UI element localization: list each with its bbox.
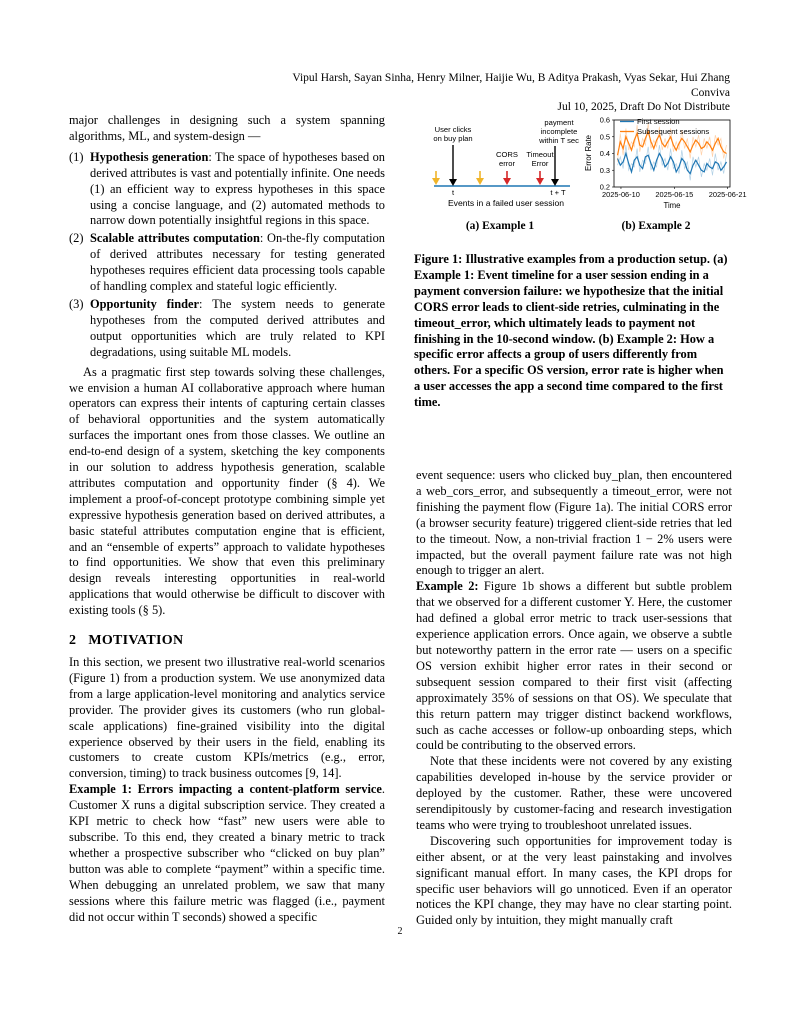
timeline-figure xyxy=(420,115,580,213)
item-title: Hypothesis generation xyxy=(90,149,209,164)
timeline-caption: Events in a failed user session xyxy=(447,198,565,208)
example2-paragraph xyxy=(416,579,732,754)
item-body: : The system needs to generate hypotheses from the computed derived attributes and output opportunities which are truly related to KPI degradations, using suitable ML models. xyxy=(90,296,385,359)
user-clicks-label-1: User clicks xyxy=(434,125,472,134)
challenge-list xyxy=(69,150,385,361)
payment-label-3: within T sec xyxy=(539,136,579,145)
y-tick-label: 0.5 xyxy=(599,132,610,142)
user-clicks-label-2: on buy plan xyxy=(433,134,473,143)
error-rate-chart xyxy=(580,113,747,211)
event-arrow-yellow xyxy=(476,171,484,185)
cors-label-2: error xyxy=(498,159,516,168)
subcaption-b: (b) Example 2 xyxy=(621,220,691,232)
payment-label-1: payment xyxy=(544,118,574,127)
legend-first: First session xyxy=(637,117,680,126)
draft-stamp: Jul 10, 2025, Draft Do Not Distribute xyxy=(557,101,730,113)
timeout-label-2: Error xyxy=(531,159,549,168)
item-body: : The space of hypotheses based on derived attributes is vast and potentially infinite. One needs (1) an efficient way to express hypotheses in this space using a concise language, and (2) automated methods to narrow down potentially insightful regions in this space. xyxy=(90,149,385,228)
discover-paragraph: Discovering such opportunities for improvement today is either absent, or at the very least painstaking and involves significant manual effort. In many cases, the KPI drops for specific user behaviors will go unnoticed. Even if an operator notices the KPI change, they may have no clear starting point. Guided only by intuition, they might manually craft xyxy=(416,833,732,928)
page-number: 2 xyxy=(397,926,403,937)
example2-body: Figure 1b shows a different but subtle problem that we observed for a different customer Y. Here, the customer had defined a global error metric to track user-sessions that experience application errors. Once again, we observe a subtle but noteworthy pattern in the error rate — users on a specific OS version exhibit higher error rates in their second or subsequent session compared to their first visit (affecting approximately 35% of sessions on that OS). We speculate that this return pattern may trigger distinct backend workflows, such as cache accesses or follow-up onboarding steps, which could be contributing to the observed errors. xyxy=(416,579,733,753)
item-number: (2) xyxy=(69,231,84,246)
figure-caption: Figure 1: Illustrative examples from a production setup. (a) Example 1: Event timeline for a user session ending in a payment conversion failure: we hypothesize that the initial CORS error leads to client-side retries, culminating in the timeout_error, which ultimately leads to payment not finishing in the 10-second window. (b) Example 2: How a specific error affects a group of users differently from others. For a specific OS version, error rate is higher when a user accesses the app a second time compared to the first time. xyxy=(414,252,728,410)
cors-label-1: CORS xyxy=(496,150,518,159)
y-tick-label: 0.2 xyxy=(599,182,610,192)
t-label: t xyxy=(451,188,455,197)
x-tick-label: 2025-06-15 xyxy=(655,190,694,199)
payment-label-2: incomplete xyxy=(540,127,578,136)
y-tick-label: 0.4 xyxy=(599,149,610,159)
item-title: Scalable attributes computation xyxy=(90,231,260,246)
sequence-paragraph: event sequence: users who clicked buy_plan, then encountered a web_cors_error, and subsequently a timeout_error, were not finishing the payment flow (Figure 1a). The initial CORS error (a browser security feature) triggered client-side retries that led to the timeout. Now, a non-trivial fraction 1 − 2% users were impacted, but the overall payment failure rate was not high enough to trigger an alert. xyxy=(416,468,732,578)
header-affiliation: Conviva xyxy=(691,87,730,99)
event-arrow-red xyxy=(503,171,511,185)
right-column xyxy=(416,468,732,929)
event-arrow-red xyxy=(536,171,544,185)
left-column xyxy=(69,113,385,925)
example2-title: Example 2: xyxy=(416,579,479,594)
start-arrow xyxy=(449,145,457,186)
item-title: Opportunity finder xyxy=(90,296,199,311)
timeout-label-1: Timeout xyxy=(526,150,554,159)
pragmatic-paragraph: As a pragmatic first step towards solving these challenges, we envision a human AI collaborative approach where human operators can express their intents of capturing certain classes of behavioral opportunities and the system automatically surfaces the important ones from those classes. We outline an end-to-end design of a system, sketching the key components in our solution to address hypothesis generation, scalable attributes computation and opportunity finder (§ 4). We implement a proof-of-concept prototype combining simple yet expressive hypothesis generation based on derived attributes, a basic stateful attributes computation engine that is efficient, and an “ensemble of experts” approach to validate hypotheses to find opportunities. We show that even this preliminary design reveals interesting opportunities in real-world applications that would otherwise be difficult to discover with existing tools (§ 5). xyxy=(69,364,385,618)
running-header xyxy=(292,71,730,112)
note-paragraph: Note that these incidents were not covered by any existing capabilities developed in-house by the service provider or deployed by the customer. Rather, these were uncovered serendipitously by customer-facing and research investigation teams who were trying to troubleshoot unrelated issues. xyxy=(416,754,732,832)
x-tick-label: 2025-06-21 xyxy=(708,190,747,199)
section-number: 2 xyxy=(69,633,77,649)
event-arrow-yellow xyxy=(432,171,440,185)
item-number: (1) xyxy=(69,149,84,164)
intro-paragraph: major challenges in designing such a system spanning algorithms, ML, and system-design — xyxy=(69,113,385,143)
example1-title: Example 1: Errors impacting a content-platform service xyxy=(69,782,382,797)
y-tick-label: 0.6 xyxy=(599,115,610,125)
t-plus-T-label: t + T xyxy=(550,188,566,197)
subcaption-a: (a) Example 1 xyxy=(465,220,535,232)
item-number: (3) xyxy=(69,296,84,311)
y-tick-label: 0.3 xyxy=(599,165,610,175)
x-tick-label: 2025-06-10 xyxy=(602,190,640,199)
challenge-item xyxy=(69,231,385,295)
header-authors: Vipul Harsh, Sayan Sinha, Henry Milner, Haijie Wu, B Aditya Prakash, Vyas Sekar, Hui Zhang xyxy=(292,72,730,84)
example1-paragraph xyxy=(69,782,385,925)
section-title: MOTIVATION xyxy=(88,633,184,649)
x-axis-label: Time xyxy=(663,201,681,210)
challenge-item xyxy=(69,150,385,230)
legend-subsequent: Subsequent sessions xyxy=(637,127,710,136)
y-axis-label: Error Rate xyxy=(584,135,593,171)
item-body: : On-the-fly computation of derived attributes necessary for testing generated hypotheses requires efficient data processing tools capable of handling complex and stateful logic efficiently. xyxy=(90,231,385,294)
challenge-item xyxy=(69,297,385,361)
section-heading xyxy=(69,633,385,649)
motivation-paragraph: In this section, we present two illustrative real-world scenarios (Figure 1) from a production system. We use anonymized data from a large application-level monitoring and analytics service provider. The provider gives its customers (who run global-scale applications) fine-grained visibility into the digital experience observed by their users in the field, enabling its customers to create custom KPIs/metrics (e.g., error, conversion, timing) to track business outcomes [9, 14]. xyxy=(69,655,385,781)
example1-body: . Customer X runs a digital subscription service. They created a KPI metric to check how “fast” new users were able to subscribe. To this end, they created a binary metric to track whether a prospective subscriber who “clicked on buy plan” button was able to complete “payment” within a specific time. When debugging an unrelated problem, we saw that many sessions where this failure metric was flagged (i.e., payment did not occur within T seconds) showed a specific xyxy=(69,782,385,924)
